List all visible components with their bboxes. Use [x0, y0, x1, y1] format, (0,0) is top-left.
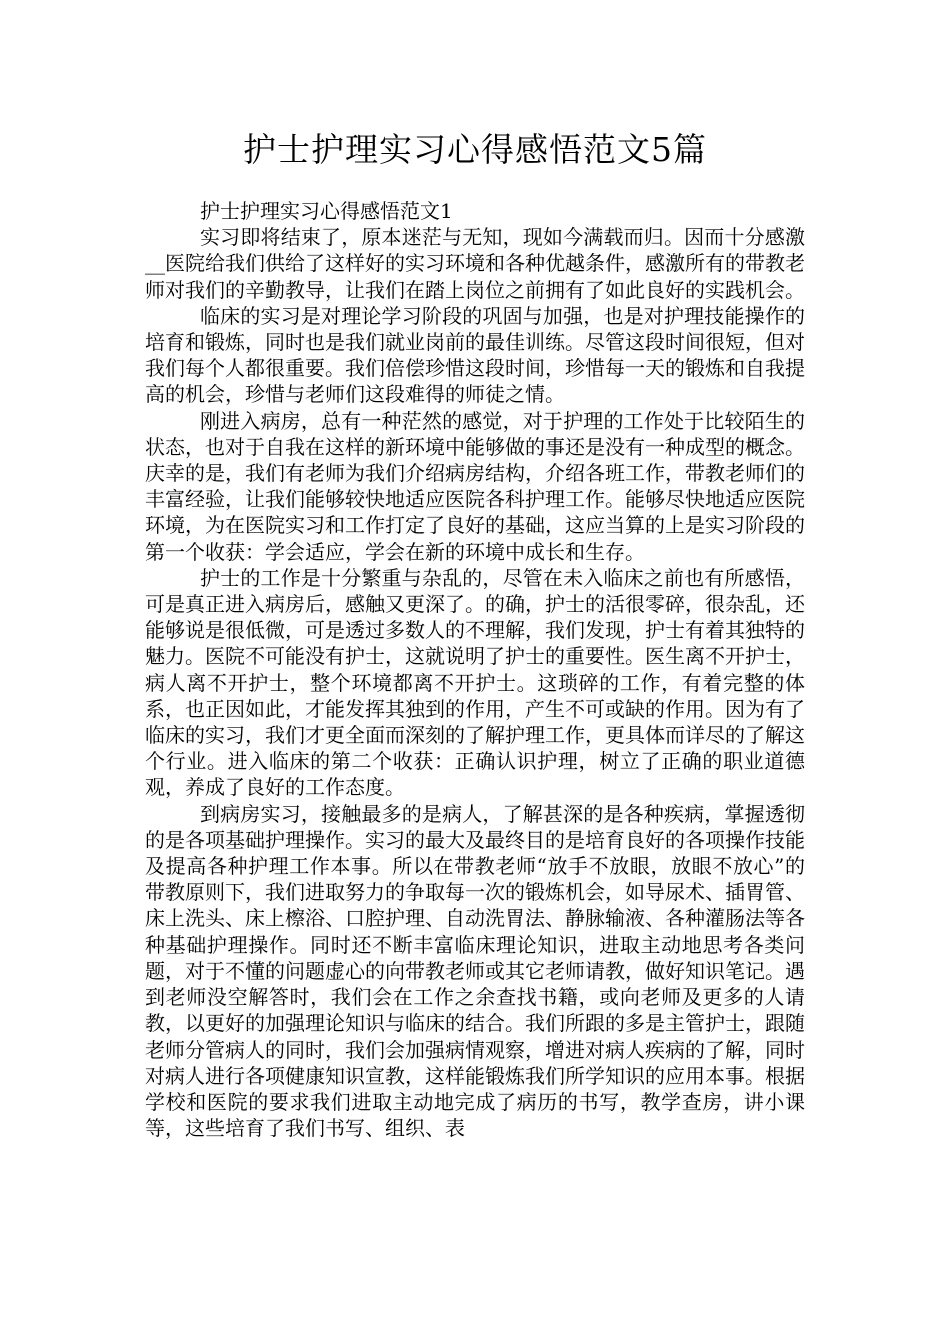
section-heading: 护士护理实习心得感悟范文1 — [200, 199, 453, 223]
document-title: 护士护理实习心得感悟范文5篇 — [243, 130, 707, 169]
paragraph-1: 实习即将结束了，原本迷茫与无知，现如今满载而归。因而十分感激__医院给我们供给了这样好的实习环境和各种优越条件，感激所有的带教老师对我们的辛勤教导，让我们在踏上岗位之前拥有了如此良好的实践机会。 — [145, 225, 805, 302]
paragraph-3: 刚进入病房，总有一种茫然的感觉，对于护理的工作处于比较陌生的状态，也对于自我在这样的新环境中能够做的事还是没有一种成型的概念。庆幸的是，我们有老师为我们介绍病房结构，介绍各班工作，带教老师们的丰富经验，让我们能够较快地适应医院各科护理工作。能够尽快地适应医院环境，为在医院实习和工作打定了良好的基础，这应当算的上是实习阶段的第一个收获：学会适应，学会在新的环境中成长和生存。 — [145, 408, 805, 564]
paragraph-4: 护士的工作是十分繁重与杂乱的，尽管在未入临床之前也有所感悟，可是真正进入病房后，感触又更深了。的确，护士的活很零碎，很杂乱，还能够说是很低微，可是透过多数人的不理解，我们发现，护士有着其独特的魅力。医院不可能没有护士，这就说明了护士的重要性。医生离不开护士，病人离不开护士，整个环境都离不开护士。这琐碎的工作，有着完整的体系，也正因如此，才能发挥其独到的作用，产生不可或缺的作用。因为有了临床的实习，我们才更全面而深刻的了解护理工作，更具体而详尽的了解这个行业。进入临床的第二个收获：正确认识护理，树立了正确的职业道德观，养成了良好的工作态度。 — [145, 565, 805, 800]
paragraph-2: 临床的实习是对理论学习阶段的巩固与加强，也是对护理技能操作的培育和锻炼，同时也是我们就业岗前的最佳训练。尽管这段时间很短，但对我们每个人都很重要。我们倍偿珍惜这段时间，珍惜每一天的锻炼和自我提高的机会，珍惜与老师们这段难得的师徒之情。 — [145, 303, 805, 407]
document-body — [145, 198, 805, 1141]
paragraph-5: 到病房实习，接触最多的是病人，了解甚深的是各种疾病，掌握透彻的是各项基础护理操作。实习的最大及最终目的是培育良好的各项操作技能及提高各种护理工作本事。所以在带教老师“放手不放眼，放眼不放心”的带教原则下，我们进取努力的争取每一次的锻炼机会，如导尿术、插胃管、床上洗头、床上檫浴、口腔护理、自动洗胃法、静脉输液、各种灌肠法等各种基础护理操作。同时还不断丰富临床理论知识，进取主动地思考各类问题，对于不懂的问题虚心的向带教老师或其它老师请教，做好知识笔记。遇到老师没空解答时，我们会在工作之余查找书籍，或向老师及更多的人请教，以更好的加强理论知识与临床的结合。我们所跟的多是主管护士，跟随老师分管病人的同时，我们会加强病情观察，增进对病人疾病的了解，同时对病人进行各项健康知识宣教，这样能锻炼我们所学知识的应用本事。根据学校和医院的要求我们进取主动地完成了病历的书写，教学查房，讲小课等，这些培育了我们书写、组织、表 — [145, 801, 805, 1141]
